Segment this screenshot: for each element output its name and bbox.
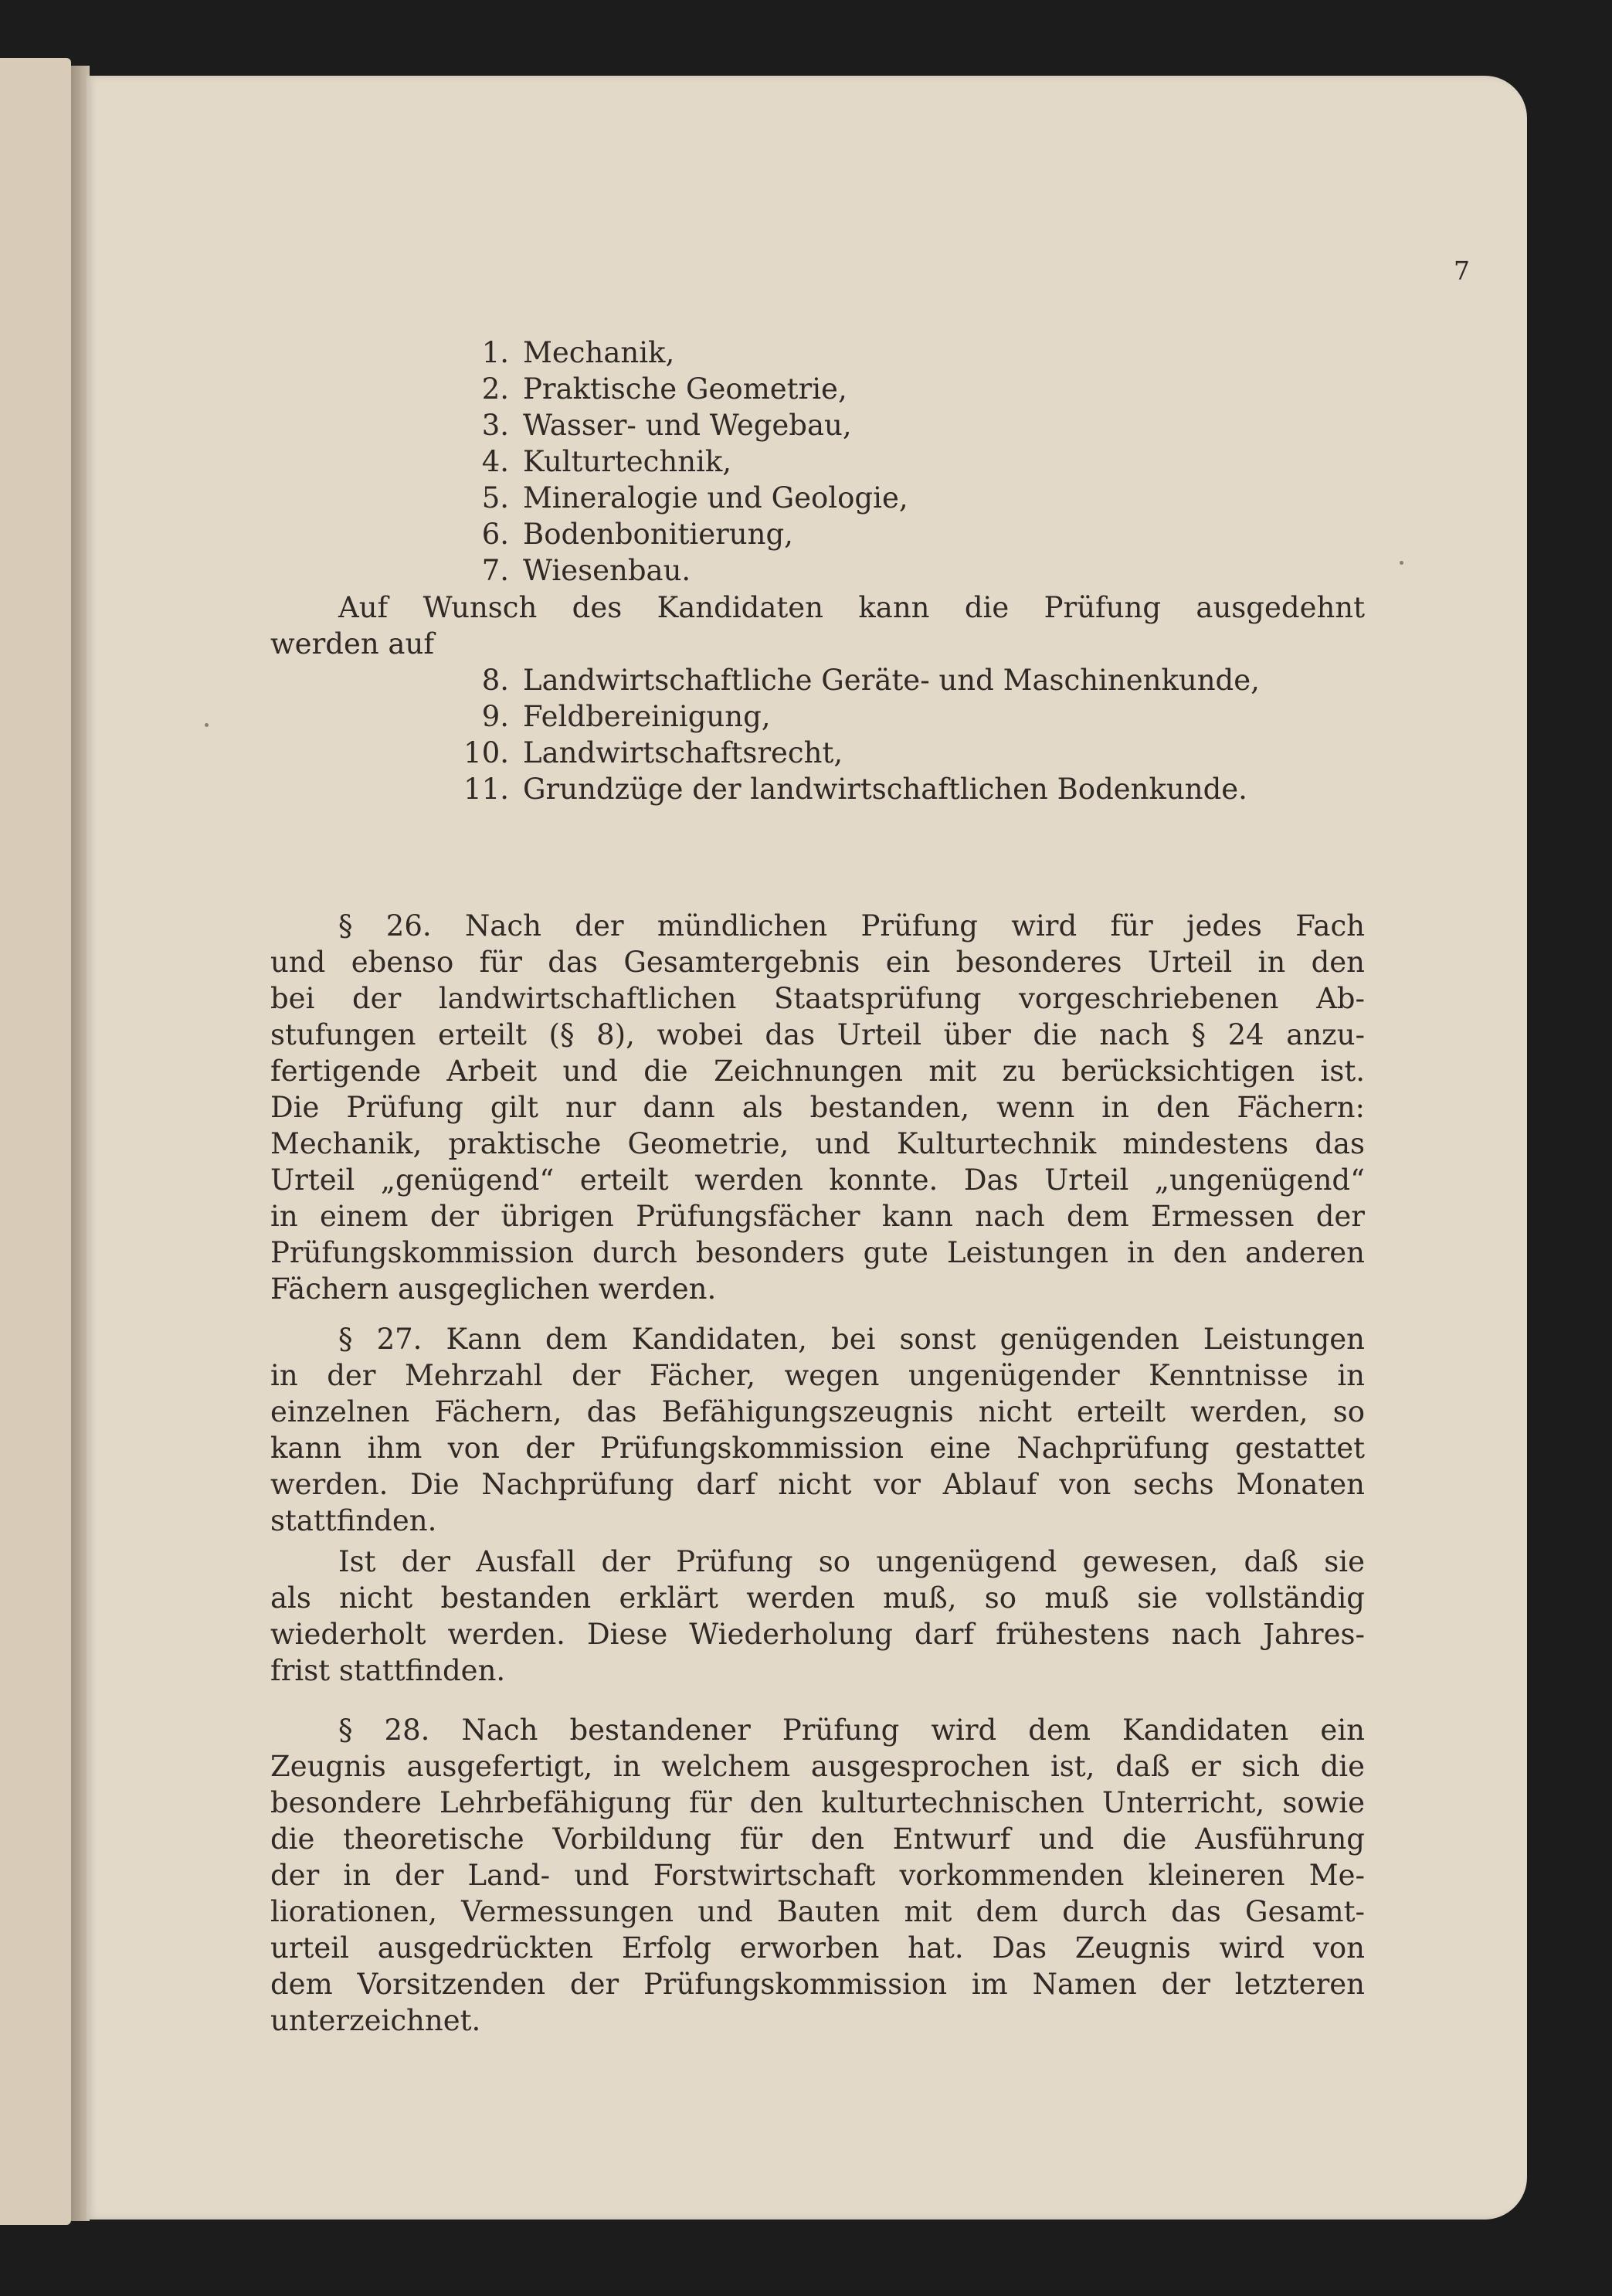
paragraph-line: § 28. Nach bestandener Prüfung wird dem Kandidaten ein: [338, 1714, 1365, 1747]
list-item: [270, 443, 1365, 480]
paragraph-line: liorationen, Vermessungen und Bauten mit dem durch das Gesamt-: [270, 1895, 1365, 1928]
list-item: [270, 480, 1365, 516]
paragraph-line: kann ihm von der Prüfungskommission eine Nachprüfung gestattet: [270, 1432, 1365, 1465]
list-item-text: Kulturtechnik,: [523, 445, 732, 478]
list-item-number: 11.: [463, 773, 509, 806]
list-item-number: 8.: [481, 664, 509, 697]
paper-speck: [205, 723, 209, 727]
paragraph-line: dem Vorsitzenden der Prüfungskommission im Namen der letzteren: [270, 1968, 1365, 2001]
paragraph-line: als nicht bestanden erklärt werden muß, so muß sie vollständig: [270, 1581, 1365, 1615]
list-item-text: Mechanik,: [523, 336, 675, 369]
paragraph-line: Die Prüfung gilt nur dann als bestanden, wenn in den Fächern:: [270, 1091, 1365, 1124]
paragraph-line: § 27. Kann dem Kandidaten, bei sonst genügenden Leistungen: [338, 1323, 1365, 1356]
list-item: [270, 335, 1365, 371]
paragraph-line: Fächern ausgeglichen werden.: [270, 1272, 717, 1306]
list-item-number: 6.: [481, 518, 509, 551]
paragraph-line: und ebenso für das Gesamtergebnis ein besonderes Urteil in den: [270, 946, 1365, 979]
list-item: [270, 516, 1365, 552]
list-item-text: Landwirtschaftliche Geräte- und Maschinenkunde,: [523, 664, 1260, 697]
list-item-number: 9.: [481, 700, 509, 733]
paragraph-line: Urteil „genügend“ erteilt werden konnte. Das Urteil „ungenügend“: [270, 1163, 1365, 1197]
paragraph-line: werden auf: [270, 627, 435, 661]
paragraph-line: § 26. Nach der mündlichen Prüfung wird für jedes Fach: [338, 909, 1365, 943]
list-item: [270, 552, 1365, 589]
book-page: [87, 76, 1527, 2220]
paragraph-line: Auf Wunsch des Kandidaten kann die Prüfung ausgedehnt: [338, 591, 1365, 624]
list-item: [270, 662, 1365, 698]
paragraph-line: Prüfungskommission durch besonders gute Leistungen in den anderen: [270, 1236, 1365, 1269]
list-item-number: 1.: [481, 336, 509, 369]
paper-speck: [1400, 561, 1403, 565]
list-item-text: Grundzüge der landwirtschaftlichen Bodenkunde.: [523, 773, 1247, 806]
list-item: [270, 735, 1365, 771]
list-item-number: 3.: [481, 409, 509, 442]
list-item-number: 4.: [481, 445, 509, 478]
paragraph-line: urteil ausgedrückten Erfolg erworben hat. Das Zeugnis wird von: [270, 1931, 1365, 1965]
list-item-text: Landwirtschaftsrecht,: [523, 736, 843, 769]
list-item-text: Mineralogie und Geologie,: [523, 481, 908, 515]
paragraph-line: Ist der Ausfall der Prüfung so ungenügend gewesen, daß sie: [338, 1545, 1365, 1578]
paragraph-line: werden. Die Nachprüfung darf nicht vor Ablauf von sechs Monaten: [270, 1468, 1365, 1501]
list-item-text: Wasser- und Wegebau,: [523, 409, 852, 442]
paragraph-line: frist stattfinden.: [270, 1654, 506, 1687]
paragraph-line: einzelnen Fächern, das Befähigungszeugnis nicht erteilt werden, so: [270, 1395, 1365, 1428]
facing-page-edge: [0, 58, 71, 2225]
paragraph-line: besondere Lehrbefähigung für den kulturtechnischen Unterricht, sowie: [270, 1786, 1365, 1819]
list-item: [270, 371, 1365, 407]
list-item-number: 7.: [481, 554, 509, 587]
paragraph-line: stattfinden.: [270, 1504, 437, 1537]
paragraph-line: bei der landwirtschaftlichen Staatsprüfung vorgeschriebenen Ab-: [270, 982, 1365, 1015]
paragraph-line: die theoretische Vorbildung für den Entwurf und die Ausführung: [270, 1822, 1365, 1856]
paragraph-line: fertigende Arbeit und die Zeichnungen mit zu berücksichtigen ist.: [270, 1055, 1365, 1088]
paragraph-line: wiederholt werden. Diese Wiederholung darf frühestens nach Jahres-: [270, 1618, 1365, 1651]
paragraph-line: der in der Land- und Forstwirtschaft vorkommenden kleineren Me-: [270, 1859, 1365, 1892]
paragraph-line: Zeugnis ausgefertigt, in welchem ausgesprochen ist, daß er sich die: [270, 1750, 1365, 1783]
paragraph-line: stufungen erteilt (§ 8), wobei das Urteil über die nach § 24 anzu-: [270, 1018, 1365, 1051]
paragraph-line: unterzeichnet.: [270, 2004, 481, 2037]
page-number: 7: [1454, 256, 1470, 286]
list-item: [270, 698, 1365, 735]
list-item: [270, 407, 1365, 443]
list-item-text: Feldbereinigung,: [523, 700, 771, 733]
paragraph-line: in einem der übrigen Prüfungsfächer kann nach dem Ermessen der: [270, 1200, 1365, 1233]
list-item-text: Wiesenbau.: [523, 554, 691, 587]
list-item: [270, 771, 1365, 807]
list-item-number: 10.: [463, 736, 509, 769]
list-item-text: Praktische Geometrie,: [523, 372, 847, 406]
paragraph-line: in der Mehrzahl der Fächer, wegen ungenügender Kenntnisse in: [270, 1359, 1365, 1392]
paragraph-line: Mechanik, praktische Geometrie, und Kulturtechnik mindestens das: [270, 1127, 1365, 1160]
list-item-text: Bodenbonitierung,: [523, 518, 793, 551]
list-item-number: 5.: [481, 481, 509, 515]
list-item-number: 2.: [481, 372, 509, 406]
